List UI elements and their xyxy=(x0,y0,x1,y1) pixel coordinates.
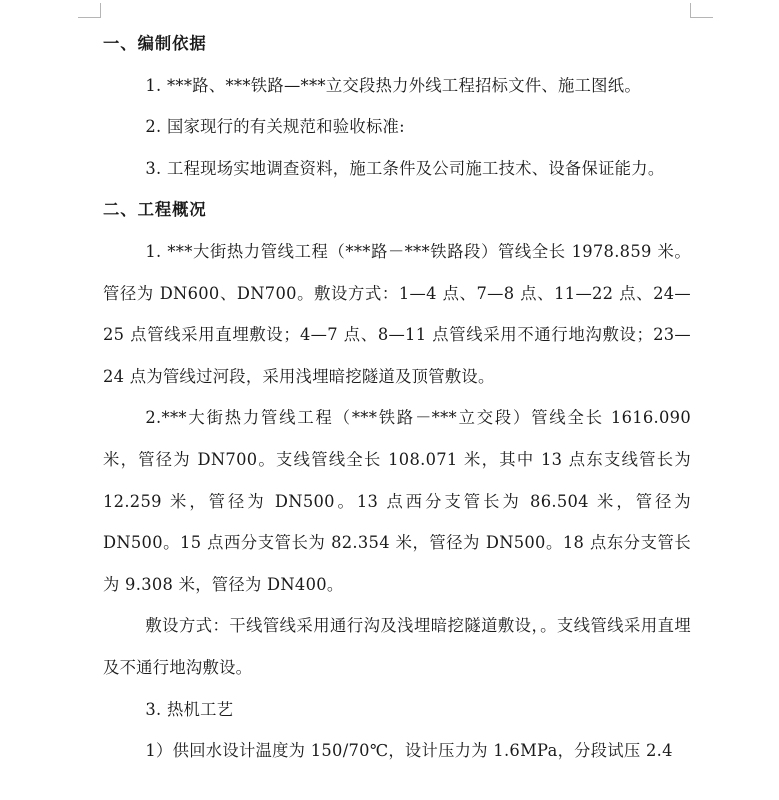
basis-paragraph-1: 1. ***路、***铁路—***立交段热力外线工程招标文件、施工图纸。 xyxy=(145,75,641,95)
document-body xyxy=(103,23,691,772)
overview-paragraph-3: 3. 热机工艺 xyxy=(145,699,234,719)
overview-paragraph-3-1: 1）供回水设计温度为 150/70℃，设计压力为 1.6MPa，分段试压 2.4 xyxy=(145,741,673,761)
overview-paragraph-2: 2.***大街热力管线工程（***铁路－***立交段）管线全长 1616.090 米，管径为 DN700。支线管线全长 108.071 米，其中 13 点东支线管长为 12.259 米，管径为 DN500。13 点西分支管长为 86.504 米，管径为 DN500。15 点西分支管长为 82.354 米，管径为 DN500。18 点东分支管长为 9.308 米，管径为 DN400。 xyxy=(103,408,691,594)
basis-paragraph-2: 2. 国家现行的有关规范和验收标准: xyxy=(145,117,405,137)
page-corner-mark-top-right xyxy=(690,3,713,18)
overview-paragraph-laying: 敷设方式：干线管线采用通行沟及浅埋暗挖隧道敷设，。支线管线采用直埋及不通行地沟敷设。 xyxy=(103,616,691,677)
overview-paragraph-1: 1. ***大街热力管线工程（***路－***铁路段）管线全长 1978.859 米。管径为 DN600、DN700。敷设方式：1—4 点、7—8 点、11—22 点、24—25 点管线采用直埋敷设；4—7 点、8—11 点管线采用不通行地沟敷设；23—24 点为管线过河段，采用浅埋暗挖隧道及顶管敷设。 xyxy=(103,241,691,386)
section-heading-overview: 二、工程概况 xyxy=(103,200,207,220)
page-corner-mark-top-left xyxy=(78,3,101,18)
basis-paragraph-3: 3. 工程现场实地调查资料，施工条件及公司施工技术、设备保证能力。 xyxy=(145,158,665,178)
section-heading-basis: 一、编制依据 xyxy=(103,34,207,53)
